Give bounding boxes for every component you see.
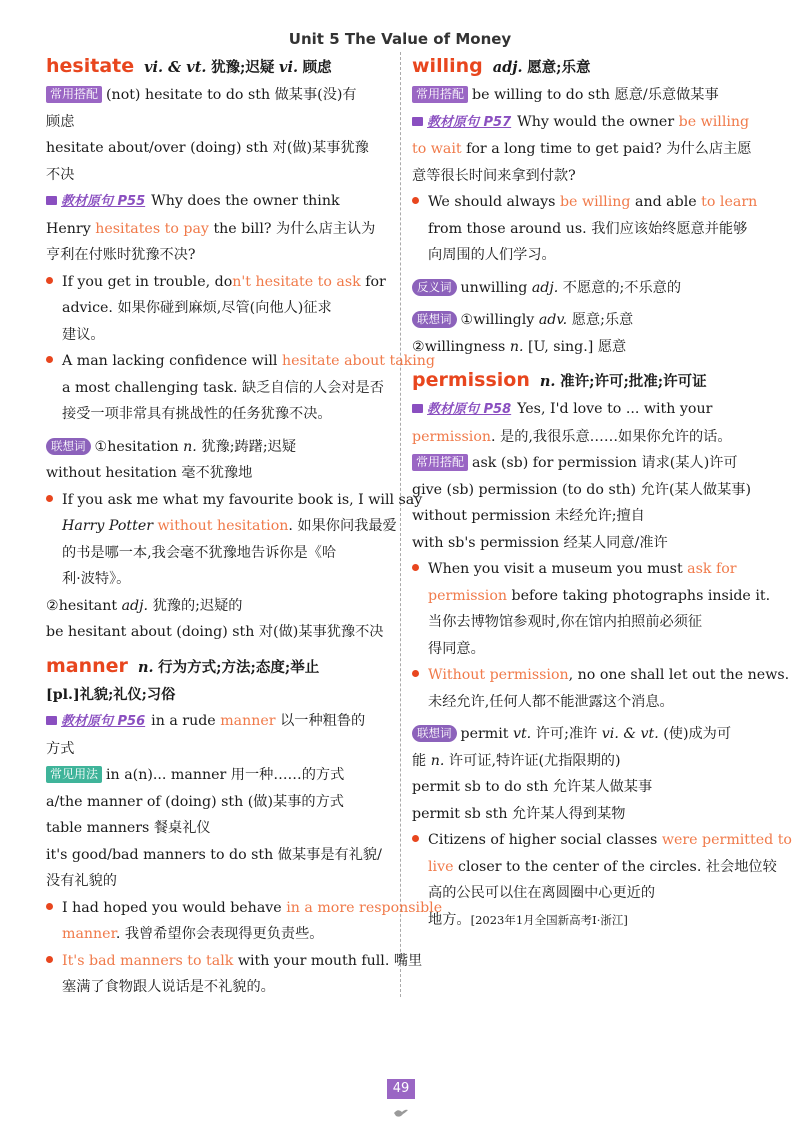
book-icon: [46, 196, 57, 205]
book-icon: [46, 716, 57, 725]
headword-permission: permission: [412, 369, 530, 391]
bullet-icon: [412, 670, 419, 677]
textbook-source-label: 教材原句 P56: [61, 714, 146, 729]
column-divider: [400, 52, 401, 997]
related-words-tag: 联想词: [412, 725, 457, 742]
headword-manner: manner: [46, 654, 128, 677]
entry-manner-head: manner n. 行为方式;方法;态度;举止: [46, 654, 320, 677]
related-words-tag: 联想词: [46, 438, 91, 455]
headword-hesitate: hesitate: [46, 55, 135, 77]
textbook-source-label: 教材原句 P55: [61, 194, 146, 209]
textbook-source-label: 教材原句 P58: [427, 402, 512, 417]
antonym-tag: 反义词: [412, 279, 457, 296]
collocation-tag: 常用搭配: [46, 86, 102, 103]
collocation-tag: 常用搭配: [412, 86, 468, 103]
bullet-icon: [46, 356, 53, 363]
book-icon: [412, 117, 423, 126]
related-words-tag: 联想词: [412, 311, 457, 328]
left-column: hesitate vi. & vt. 犹豫;迟疑 vi. 顾虑 常用搭配 (not) hesitate to do sth 做某事(没)有 顾虑 hesitate about/over (doing) sth 对(做)某事犹豫 不决 教材原句 P55 Why does the owner think Henry hesitates to pay the bill? 为什么店主认为 亨利在付账时犹豫不决? If you get in trouble, don't hesitate to ask for advice. 如果你碰到麻烦,尽管(向他人)征求 建议。 A man lacking confidence will hesitate about taking a most challenging task. 缺乏自信的人会对是否 接受一项非常具有挑战性的任务犹豫不决。 联想词 ①hesitation n. 犹豫;踌躇;迟疑 without hesitation 毫不犹豫地 If you ask me what my favourite book is, I will say Harry Potter without hesitation. 如果你问我最爱 的书是哪一本,我会毫不犹豫地告诉你是《哈 利·波特》。 ②hesitant adj. 犹豫的;迟疑的 be hesitant about (doing) sth 对(做)某事犹豫不决 manner n. 行为方式;方法;态度;举止 [pl.]礼貌;礼仪;习俗 教材原句 P56 in a rude manner 以一种粗鲁的 方式 常见用法 in a(n)... manner 用一种……的方式 a/the manner of (doing) sth (做)某事的方式 table manners 餐桌礼仪 it's good/bad manners to do sth 做某事是有礼貌/ 没有礼貌的 I had hoped you would behave in a more responsible manner. 我曾希望你会表现得更负责些。 It's bad manners to talk with your mouth full. 嘴里 塞满了食物跟人说话是不礼貌的。: [46, 52, 391, 1001]
usage-tag: 常见用法: [46, 766, 102, 783]
bullet-icon: [46, 956, 53, 963]
collocation-tag: 常用搭配: [412, 454, 468, 471]
entry-hesitate-head: hesitate vi. & vt. 犹豫;迟疑 vi. 顾虑: [46, 55, 332, 77]
book-icon: [412, 404, 423, 413]
entry-willing-head: willing adj. 愿意;乐意: [412, 55, 591, 77]
bird-icon: [393, 1104, 409, 1123]
bullet-icon: [46, 495, 53, 502]
bullet-icon: [412, 197, 419, 204]
right-column: willing adj. 愿意;乐意 常用搭配 be willing to do sth 愿意/乐意做某事 教材原句 P57 Why would the owner be willing to wait for a long time to get paid? 为什么店主愿 意等很长时间来拿到付款? We should always be willing and able to learn from those around us. 我们应该始终愿意并能够 向周围的人们学习。 反义词 unwilling adj. 不愿意的;不乐意的 联想词 ①willingly adv. 愿意;乐意 ②willingness n. [U, sing.] 愿意 permission n. 准许;许可;批准;许可证 教材原句 P58 Yes, I'd love to ... with your permission. 是的,我很乐意……如果你允许的话。 常用搭配 ask (sb) for permission 请求(某人)许可 give (sb) permission (to do sth) 允许(某人做某事) without permission 未经允许;擅自 with sb's permission 经某人同意/准许 When you visit a museum you must ask for permission before taking photographs inside it. 当你去博物馆参观时,你在馆内拍照前必须征 得同意。 Without permission, no one shall let out the news. 未经允许,任何人都不能泄露这个消息。 联想词 permit vt. 许可;准许 vi. & vt. (使)成为可 能 n. 许可证,特许证(尤指限期的) permit sb to do sth 允许某人做某事 permit sb sth 允许某人得到某物 Citizens of higher social classes were permitted to live closer to the center of the circles. 社会地位较 高的公民可以住在离圆圈中心更近的 地方。[2023年1月全国新高考Ⅰ·浙江]: [412, 52, 757, 933]
textbook-source-label: 教材原句 P57: [427, 114, 512, 130]
exam-source-note: [2023年1月全国新高考Ⅰ·浙江]: [470, 912, 628, 927]
bullet-icon: [46, 903, 53, 910]
running-header: Unit 5 The Value of Money: [288, 30, 512, 48]
headword-willing: willing: [412, 55, 483, 77]
bullet-icon: [412, 564, 419, 571]
page-number: 49: [387, 1079, 415, 1099]
bullet-icon: [46, 277, 53, 284]
entry-permission-head: permission n. 准许;许可;批准;许可证: [412, 369, 707, 391]
bullet-icon: [412, 835, 419, 842]
